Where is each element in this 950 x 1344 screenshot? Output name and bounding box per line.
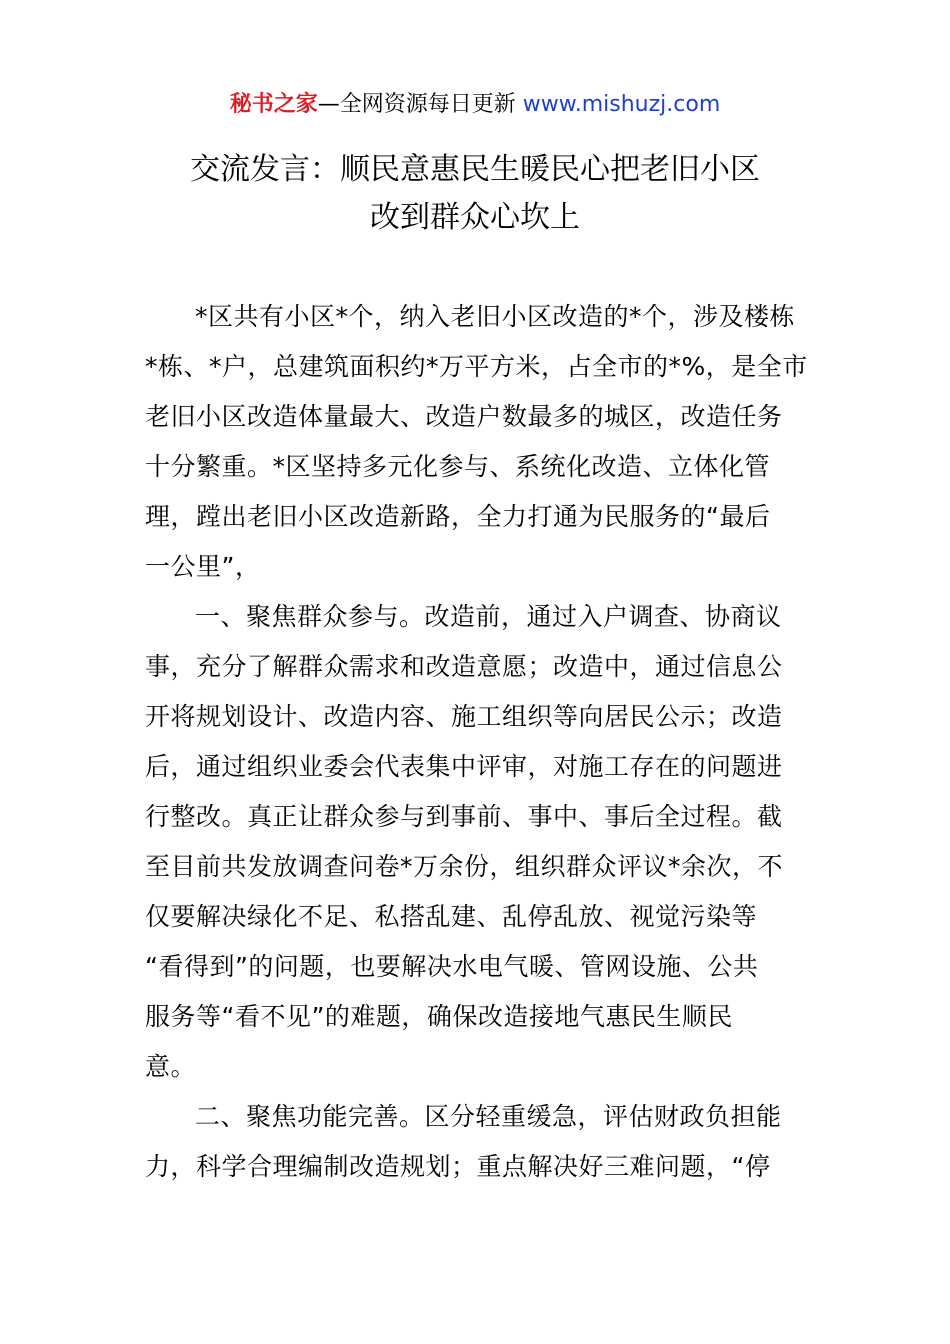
- header-tagline: —全网资源每日更新: [317, 92, 523, 117]
- body-line: 事，充分了解群众需求和改造意愿；改造中，通过信息公: [145, 652, 783, 681]
- body-line: 行整改。真正让群众参与到事前、事中、事后全过程。截: [145, 802, 783, 831]
- document-title: [0, 146, 950, 242]
- body-line: *区共有小区*个，纳入老旧小区改造的*个，涉及楼栋: [195, 302, 796, 331]
- body-line: “看得到”的问题，也要解决水电气暖、管网设施、公共: [145, 952, 759, 981]
- body-line: 一、聚焦群众参与。改造前，通过入户调查、协商议: [195, 602, 782, 631]
- title-line-1: 交流发言：顺民意惠民生暖民心把老旧小区: [190, 152, 760, 187]
- page-header: [0, 88, 950, 122]
- title-line-2: 改到群众心坎上: [370, 200, 580, 235]
- body-line: 后，通过组织业委会代表集中评审，对施工存在的问题进: [145, 752, 783, 781]
- body-line: 力，科学合理编制改造规划；重点解决好三难问题，“停: [145, 1152, 771, 1181]
- body-line: *栋、*户，总建筑面积约*万平方米，占全市的*%，是全市: [145, 352, 808, 381]
- body-line: 仅要解决绿化不足、私搭乱建、乱停乱放、视觉污染等: [145, 902, 758, 931]
- body-line: 至目前共发放调查问卷*万余份，组织群众评议*余次，不: [145, 852, 784, 881]
- body-line: 一公里”，: [145, 552, 261, 581]
- body-line: 意。: [145, 1052, 197, 1081]
- body-line: 老旧小区改造体量最大、改造户数最多的城区，改造任务: [145, 402, 783, 431]
- site-link[interactable]: www.mishuzj.com: [522, 92, 721, 117]
- body-line: 十分繁重。*区坚持多元化参与、系统化改造、立体化管: [145, 452, 771, 481]
- body-line: 理，蹚出老旧小区改造新路，全力打通为民服务的“最后: [145, 502, 771, 531]
- body-line: 开将规划设计、改造内容、施工组织等向居民公示；改造: [145, 702, 783, 731]
- body-line: 二、聚焦功能完善。区分轻重缓急，评估财政负担能: [195, 1102, 782, 1131]
- document-body: [145, 292, 807, 1192]
- brand-name: 秘书之家: [229, 92, 318, 117]
- body-line: 服务等“看不见”的难题，确保改造接地气惠民生顺民: [145, 1002, 733, 1031]
